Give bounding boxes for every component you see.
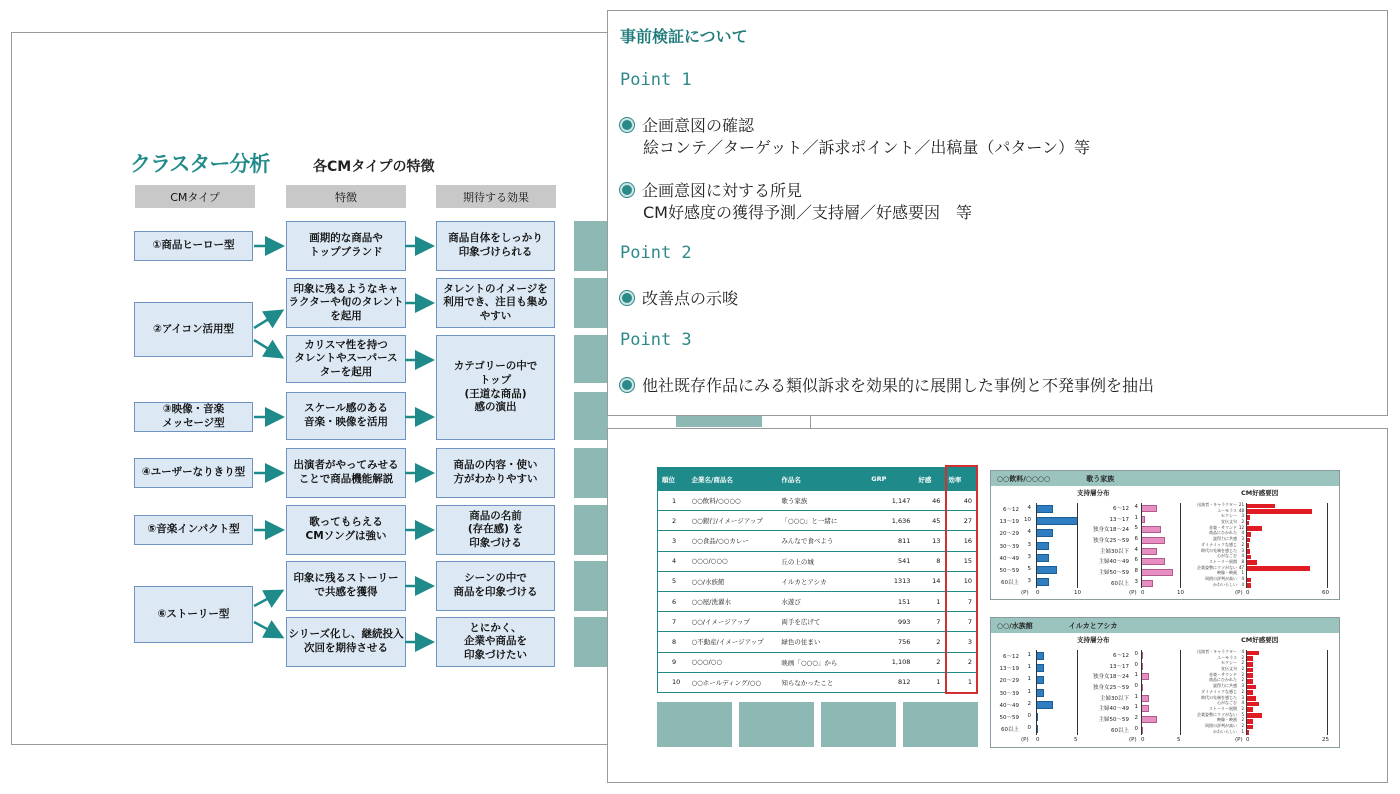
- reason-label: 映像・映画: [1217, 570, 1237, 576]
- age-label: 50～59: [999, 568, 1019, 574]
- ranking-cell: 45: [914, 511, 944, 531]
- effect-box-7: とにかく、 企業や商品を 印象づけたい: [436, 617, 555, 667]
- efficiency-highlight-frame: [945, 465, 978, 694]
- reason-value: 3: [1241, 547, 1244, 553]
- ranking-cell: 1: [658, 491, 688, 511]
- ranking-cell: ○○/水族館: [687, 571, 777, 591]
- feature-box-7: 印象に残るストーリー で共感を獲得: [286, 561, 406, 611]
- age-value: 10: [1024, 517, 1031, 524]
- segment-label: 独身女18～24: [1093, 527, 1129, 534]
- panel-work: イルカとアシカ: [1068, 621, 1118, 630]
- ranking-row: [658, 652, 977, 672]
- segment-value: 8: [1134, 568, 1138, 575]
- ranking-cell: 映画「○○○」から: [777, 652, 867, 672]
- segment-value: 3: [1134, 578, 1138, 585]
- age-label: 13～19: [999, 519, 1019, 526]
- segment-label: 6～12: [1113, 506, 1129, 512]
- reason-value: 4: [1241, 553, 1244, 559]
- ranking-cell: 10: [944, 571, 976, 591]
- ranking-row: [658, 612, 977, 632]
- ranking-row: [658, 531, 977, 551]
- age-value: 0: [1027, 725, 1031, 732]
- age-value: 5: [1027, 566, 1031, 572]
- age-value: 4: [1027, 529, 1031, 536]
- col-rank: 順位: [658, 468, 688, 491]
- reason-value: 2: [1241, 654, 1244, 660]
- feature-box-6: 歌ってもらえる CMソングは強い: [286, 505, 406, 555]
- reason-value: 2: [1241, 666, 1244, 672]
- age-label: 30～39: [999, 690, 1019, 697]
- ranking-cell: 16: [944, 531, 976, 551]
- reason-label: ダイナミックな感じ: [1201, 541, 1237, 547]
- segment-value: 0: [1134, 725, 1138, 732]
- reason-value: 4: [1241, 649, 1244, 654]
- ranking-row: [658, 632, 977, 652]
- type-box-4: ④ユーザーなりきり型: [134, 458, 253, 488]
- ranking-cell: 1: [914, 672, 944, 692]
- axis-max-label: 5: [1177, 737, 1181, 744]
- teal-block: [574, 617, 608, 667]
- ranking-cell: 1,636: [867, 511, 914, 531]
- ranking-cell: 3: [944, 632, 976, 652]
- ranking-cell: 8: [658, 632, 688, 652]
- bullet-dot-icon: [620, 118, 634, 132]
- reason-label: ユーモラス: [1217, 654, 1237, 660]
- like-title: CM好感要因: [1241, 636, 1279, 644]
- segment-value: 1: [1134, 704, 1138, 711]
- col-work: 作品名: [777, 468, 867, 491]
- ranking-cell: 丘の上の城: [777, 551, 867, 571]
- ranking-cell: 4: [658, 551, 688, 571]
- reason-value: 4: [1241, 576, 1244, 581]
- support-chart-frame-a: [1036, 503, 1078, 588]
- reason-label: 周囲の評判が高い: [1205, 576, 1237, 581]
- ranking-cell: 15: [944, 551, 976, 571]
- segment-label: 主婦30以下: [1100, 695, 1129, 702]
- effect-box-3: カテゴリーの中で トップ (王道な商品) 感の演出: [436, 335, 555, 440]
- age-label: 6～12: [1003, 507, 1019, 513]
- segment-label: 13～17: [1109, 516, 1129, 523]
- ranking-row: [658, 571, 977, 591]
- ranking-cell: 3: [658, 531, 688, 551]
- ranking-cell: 1: [944, 672, 976, 692]
- reason-label: 時代の先端を感じた: [1201, 547, 1237, 553]
- segment-label: 主婦40～49: [1098, 559, 1129, 566]
- age-value: 4: [1027, 505, 1031, 511]
- reason-label: ストーリー展開: [1209, 705, 1237, 711]
- age-label: 30～39: [999, 543, 1019, 550]
- axis-p-label: (P): [1129, 737, 1137, 744]
- ranking-cell: 993: [867, 612, 914, 632]
- reason-label: ユーモラス: [1217, 507, 1237, 513]
- header-feature: 特徴: [286, 185, 406, 208]
- teal-block: [574, 278, 608, 328]
- ranking-cell: 9: [658, 652, 688, 672]
- ranking-cell: ○○食品/○○カレー: [687, 531, 777, 551]
- segment-label: 13～17: [1109, 663, 1129, 670]
- segment-label: 60以上: [1111, 727, 1129, 734]
- segment-value: 1: [1134, 672, 1138, 679]
- effect-box-6: シーンの中で 商品を印象づける: [436, 561, 555, 611]
- support-chart-frame-b: [1141, 503, 1181, 588]
- reason-value: 2: [1241, 705, 1244, 711]
- ranking-cell: 「○○○」と一緒に: [777, 511, 867, 531]
- cluster-subtitle: 各CMタイプの特徴: [313, 159, 435, 175]
- point-1-bullet-2: 企画意図に対する所見: [620, 178, 802, 201]
- segment-value: 5: [1134, 525, 1138, 532]
- feature-box-3: カリスマ性を持つ タレントやスーパース ターを起用: [286, 335, 406, 383]
- reason-label: かわいらしい: [1213, 581, 1237, 587]
- reason-value: 3: [1241, 513, 1244, 519]
- ranking-row: [658, 511, 977, 531]
- segment-value: 4: [1134, 504, 1138, 510]
- teal-block: [903, 702, 978, 747]
- age-value: 0: [1027, 713, 1031, 719]
- ranking-cell: 2: [914, 652, 944, 672]
- axis-p-label: (P): [1235, 590, 1243, 597]
- teal-block: [676, 416, 762, 427]
- segment-value: 6: [1134, 536, 1138, 543]
- type-box-2: ②アイコン活用型: [134, 302, 253, 357]
- reason-value: 12: [1238, 524, 1244, 530]
- reason-value: 3: [1241, 694, 1244, 700]
- segment-value: 2: [1134, 715, 1138, 722]
- type-box-6: ⑥ストーリー型: [134, 586, 253, 643]
- age-value: 3: [1027, 541, 1031, 548]
- ranking-cell: 10: [658, 672, 688, 692]
- age-label: 20～29: [999, 678, 1019, 685]
- ranking-cell: ○○屋/洗濯水: [687, 591, 777, 611]
- segment-value: 4: [1134, 546, 1138, 553]
- type-box-3: ③映像・音楽 メッセージ型: [134, 402, 253, 432]
- segment-label: 主婦30以下: [1100, 548, 1129, 555]
- axis-max-label: 10: [1177, 590, 1184, 597]
- feature-box-4: スケール感のある 音楽・映像を活用: [286, 392, 406, 440]
- age-label: 6～12: [1003, 654, 1019, 660]
- reason-label: 企業姿勢にウソがない: [1197, 564, 1237, 570]
- age-label: 50～59: [999, 715, 1019, 721]
- ranking-cell: 2: [914, 632, 944, 652]
- reason-value: 2: [1241, 541, 1244, 547]
- reason-value: 2: [1241, 723, 1244, 728]
- detail-panel-2: [990, 617, 1340, 748]
- ranking-cell: 両手を広げて: [777, 612, 867, 632]
- reason-value: 2: [1241, 660, 1244, 666]
- age-label: 40～49: [999, 555, 1019, 562]
- reason-label: 周囲の評判が高い: [1205, 723, 1237, 728]
- col-company: 企業名/商品名: [687, 468, 777, 491]
- col-grp: GRP: [867, 468, 914, 491]
- reason-label: 企業姿勢にウソがない: [1197, 711, 1237, 717]
- ranking-cell: 2: [944, 652, 976, 672]
- reason-value: 48: [1238, 507, 1244, 513]
- ranking-cell: ○○/イメージアップ: [687, 612, 777, 632]
- point-2-bullet-1: 改善点の示唆: [620, 286, 738, 309]
- reason-label: 時代の先端を感じた: [1201, 694, 1237, 700]
- axis-zero-label: 0: [1141, 737, 1145, 744]
- ranking-cell: 756: [867, 632, 914, 652]
- segment-value: 0: [1134, 683, 1138, 690]
- col-like: 好感: [914, 468, 944, 491]
- reason-value: 4: [1241, 530, 1244, 536]
- age-value: 3: [1027, 578, 1031, 585]
- support-chart-frame-b: [1141, 650, 1181, 735]
- ranking-cell: 6: [658, 591, 688, 611]
- point-3-label: Point 3: [620, 330, 692, 350]
- axis-zero-label: 0: [1246, 590, 1250, 597]
- detail-panel-1: [990, 470, 1340, 600]
- bullet-dot-icon: [620, 183, 634, 197]
- support-title: 支持層分布: [1077, 636, 1110, 644]
- reason-label: セクシー: [1221, 660, 1237, 666]
- segment-label: 6～12: [1113, 653, 1129, 659]
- point-1-bullet-2-detail: CM好感度の獲得予測／支持層／好感要因 等: [643, 203, 972, 222]
- panel-company: ○○飲料/○○○○: [997, 474, 1051, 483]
- verification-title: 事前検証について: [620, 27, 748, 46]
- ranking-cell: 知らなかったこと: [777, 672, 867, 692]
- reason-value: 47: [1238, 564, 1244, 570]
- ranking-cell: ○○飲料/○○○○: [687, 491, 777, 511]
- bullet-dot-icon: [620, 291, 634, 305]
- teal-block: [574, 505, 608, 555]
- support-title: 支持層分布: [1077, 489, 1110, 497]
- ranking-cell: 541: [867, 551, 914, 571]
- ranking-cell: 歌う家族: [777, 491, 867, 511]
- reason-value: 4: [1241, 581, 1244, 587]
- ranking-row: [658, 551, 977, 571]
- ranking-cell: 27: [944, 511, 976, 531]
- reason-value: 4: [1241, 700, 1244, 706]
- reason-label: 説得力に共感: [1213, 536, 1237, 542]
- reason-label: 出演者・キャラクター: [1197, 649, 1237, 654]
- reason-label: 宣伝文句: [1221, 519, 1237, 525]
- ranking-cell: 7: [658, 612, 688, 632]
- age-label: 40～49: [999, 702, 1019, 709]
- cluster-title: クラスター分析: [130, 152, 270, 176]
- ranking-cell: 812: [867, 672, 914, 692]
- ranking-cell: ○○○/○○○: [687, 551, 777, 571]
- reason-value: 2: [1241, 671, 1244, 677]
- teal-block: [739, 702, 814, 747]
- feature-box-2: 印象に残るようなキャ ラクターや旬のタレント を起用: [286, 278, 406, 328]
- reason-label: ストーリー展開: [1209, 558, 1237, 564]
- teal-block: [574, 221, 608, 271]
- effect-box-5: 商品の名前 (存在感) を 印象づける: [436, 505, 555, 555]
- teal-block: [574, 335, 608, 383]
- age-label: 60以上: [1001, 727, 1019, 734]
- point-1-bullet-1: 企画意図の確認: [620, 113, 754, 136]
- reason-value: 3: [1241, 536, 1244, 542]
- ranking-cell: みんなで食べよう: [777, 531, 867, 551]
- type-box-5: ⑤音楽インパクト型: [134, 515, 253, 545]
- col-eff: 効率: [944, 468, 976, 491]
- axis-max-label: 10: [1074, 590, 1081, 597]
- reason-value: 2: [1241, 519, 1244, 525]
- axis-p-label: (P): [1021, 737, 1029, 744]
- age-value: 1: [1027, 664, 1031, 671]
- ranking-cell: 7: [944, 591, 976, 611]
- teal-block: [821, 702, 896, 747]
- ranking-cell: 2: [658, 511, 688, 531]
- ranking-cell: 水遊び: [777, 591, 867, 611]
- panel-company: ○○/水族館: [997, 621, 1033, 630]
- ranking-cell: ○○○/○○: [687, 652, 777, 672]
- age-label: 13～19: [999, 666, 1019, 673]
- panel-header: [991, 618, 1339, 633]
- segment-label: 独身女25～59: [1093, 685, 1129, 692]
- segment-value: 0: [1134, 651, 1138, 657]
- cluster-arrows: [0, 0, 600, 700]
- ranking-cell: 13: [914, 531, 944, 551]
- age-label: 60以上: [1001, 580, 1019, 587]
- age-value: 1: [1027, 688, 1031, 695]
- point-1-label: Point 1: [620, 70, 692, 90]
- reason-label: 商品にひかれた: [1209, 677, 1237, 683]
- reason-value: 2: [1241, 688, 1244, 694]
- ranking-cell: 46: [914, 491, 944, 511]
- reason-value: 8: [1241, 558, 1244, 564]
- axis-zero-label: 0: [1036, 737, 1040, 744]
- ranking-cell: 1,147: [867, 491, 914, 511]
- ranking-row: [658, 672, 977, 692]
- reason-value: 1: [1241, 570, 1244, 576]
- segment-value: 1: [1134, 514, 1138, 521]
- type-box-1: ①商品ヒーロー型: [134, 231, 253, 261]
- ranking-cell: ○○ホールディング/○○: [687, 672, 777, 692]
- ranking-cell: ○不動産/イメージアップ: [687, 632, 777, 652]
- axis-max-label: 25: [1322, 737, 1329, 744]
- point-3-bullet-1: 他社既存作品にみる類似訴求を効果的に展開した事例と不発事例を抽出: [620, 373, 1154, 396]
- teal-block: [574, 448, 608, 498]
- axis-zero-label: 0: [1246, 737, 1250, 744]
- reason-value: 1: [1241, 728, 1244, 734]
- age-value: 1: [1027, 676, 1031, 683]
- reason-label: 商品にひかれた: [1209, 530, 1237, 536]
- feature-box-8: シリーズ化し、継続投入 次回を期待させる: [286, 617, 406, 667]
- reason-label: 音楽・サウンド: [1209, 524, 1237, 530]
- segment-value: 1: [1134, 693, 1138, 700]
- reason-chart-frame: [1246, 503, 1328, 588]
- ranking-cell: 1: [914, 591, 944, 611]
- teal-block: [574, 561, 608, 611]
- teal-block: [574, 392, 608, 440]
- reason-value: 5: [1241, 711, 1244, 717]
- like-title: CM好感要因: [1241, 489, 1279, 497]
- ranking-cell: 1,108: [867, 652, 914, 672]
- reason-label: ダイナミックな感じ: [1201, 688, 1237, 694]
- segment-label: 独身女25～59: [1093, 538, 1129, 545]
- ranking-cell: 5: [658, 571, 688, 591]
- point-2-label: Point 2: [620, 243, 692, 263]
- reason-label: 心がなごむ: [1217, 553, 1237, 559]
- axis-p-label: (P): [1235, 737, 1243, 744]
- feature-box-1: 画期的な商品や トップブランド: [286, 221, 406, 271]
- axis-max-label: 5: [1074, 737, 1078, 744]
- ranking-cell: ○○銀行/イメージアップ: [687, 511, 777, 531]
- panel-work: 歌う家族: [1086, 474, 1115, 483]
- age-value: 3: [1027, 553, 1031, 560]
- reason-label: 心がなごむ: [1217, 700, 1237, 706]
- axis-max-label: 60: [1322, 590, 1329, 597]
- segment-value: 0: [1134, 661, 1138, 668]
- ranking-row: [658, 491, 977, 511]
- segment-value: 6: [1134, 557, 1138, 564]
- axis-p-label: (P): [1021, 590, 1029, 597]
- reason-value: 2: [1241, 717, 1244, 723]
- reason-label: 音楽・サウンド: [1209, 671, 1237, 677]
- segment-label: 主婦40～49: [1098, 706, 1129, 713]
- ranking-cell: 7: [944, 612, 976, 632]
- ranking-cell: 40: [944, 491, 976, 511]
- age-label: 20～29: [999, 531, 1019, 538]
- reason-label: 宣伝文句: [1221, 666, 1237, 672]
- age-value: 1: [1027, 652, 1031, 658]
- ranking-cell: 811: [867, 531, 914, 551]
- ranking-cell: 8: [914, 551, 944, 571]
- ranking-table: [657, 467, 977, 693]
- reason-label: 出演者・キャラクター: [1197, 502, 1237, 507]
- effect-box-4: 商品の内容・使い 方がわかりやすい: [436, 448, 555, 498]
- effect-box-1: 商品自体をしっかり 印象づけられる: [436, 221, 555, 271]
- header-cm-type: CMタイプ: [135, 185, 255, 208]
- age-value: 2: [1027, 700, 1031, 707]
- ranking-cell: 14: [914, 571, 944, 591]
- header-effect: 期待する効果: [436, 185, 556, 208]
- support-chart-frame-a: [1036, 650, 1078, 735]
- ranking-row: [658, 591, 977, 611]
- reason-label: 映像・映画: [1217, 717, 1237, 723]
- reason-value: 3: [1241, 683, 1244, 689]
- reason-chart-frame: [1246, 650, 1328, 735]
- bullet-dot-icon: [620, 378, 634, 392]
- teal-block: [657, 702, 732, 747]
- reason-label: 説得力に共感: [1213, 683, 1237, 689]
- axis-zero-label: 0: [1036, 590, 1040, 597]
- feature-box-5: 出演者がやってみせる ことで商品機能解説: [286, 448, 406, 498]
- ranking-header-row: [658, 468, 977, 491]
- ranking-cell: イルカとアシカ: [777, 571, 867, 591]
- ranking-cell: 1313: [867, 571, 914, 591]
- point-1-bullet-1-detail: 絵コンテ／ターゲット／訴求ポイント／出稿量（パターン）等: [643, 138, 1091, 157]
- effect-box-2: タレントのイメージを 利用でき、注目も集め やすい: [436, 278, 555, 328]
- segment-label: 主婦50～59: [1098, 570, 1129, 577]
- segment-label: 独身女18～24: [1093, 674, 1129, 681]
- ranking-cell: 緑色の住まい: [777, 632, 867, 652]
- ranking-cell: 151: [867, 591, 914, 611]
- segment-label: 60以上: [1111, 580, 1129, 587]
- axis-p-label: (P): [1129, 590, 1137, 597]
- reason-value: 21: [1238, 502, 1244, 507]
- ranking-cell: 7: [914, 612, 944, 632]
- axis-zero-label: 0: [1141, 590, 1145, 597]
- panel-header: [991, 471, 1339, 486]
- reason-label: セクシー: [1221, 513, 1237, 519]
- reason-label: かわいらしい: [1213, 728, 1237, 734]
- reason-value: 2: [1241, 677, 1244, 683]
- segment-label: 主婦50～59: [1098, 717, 1129, 724]
